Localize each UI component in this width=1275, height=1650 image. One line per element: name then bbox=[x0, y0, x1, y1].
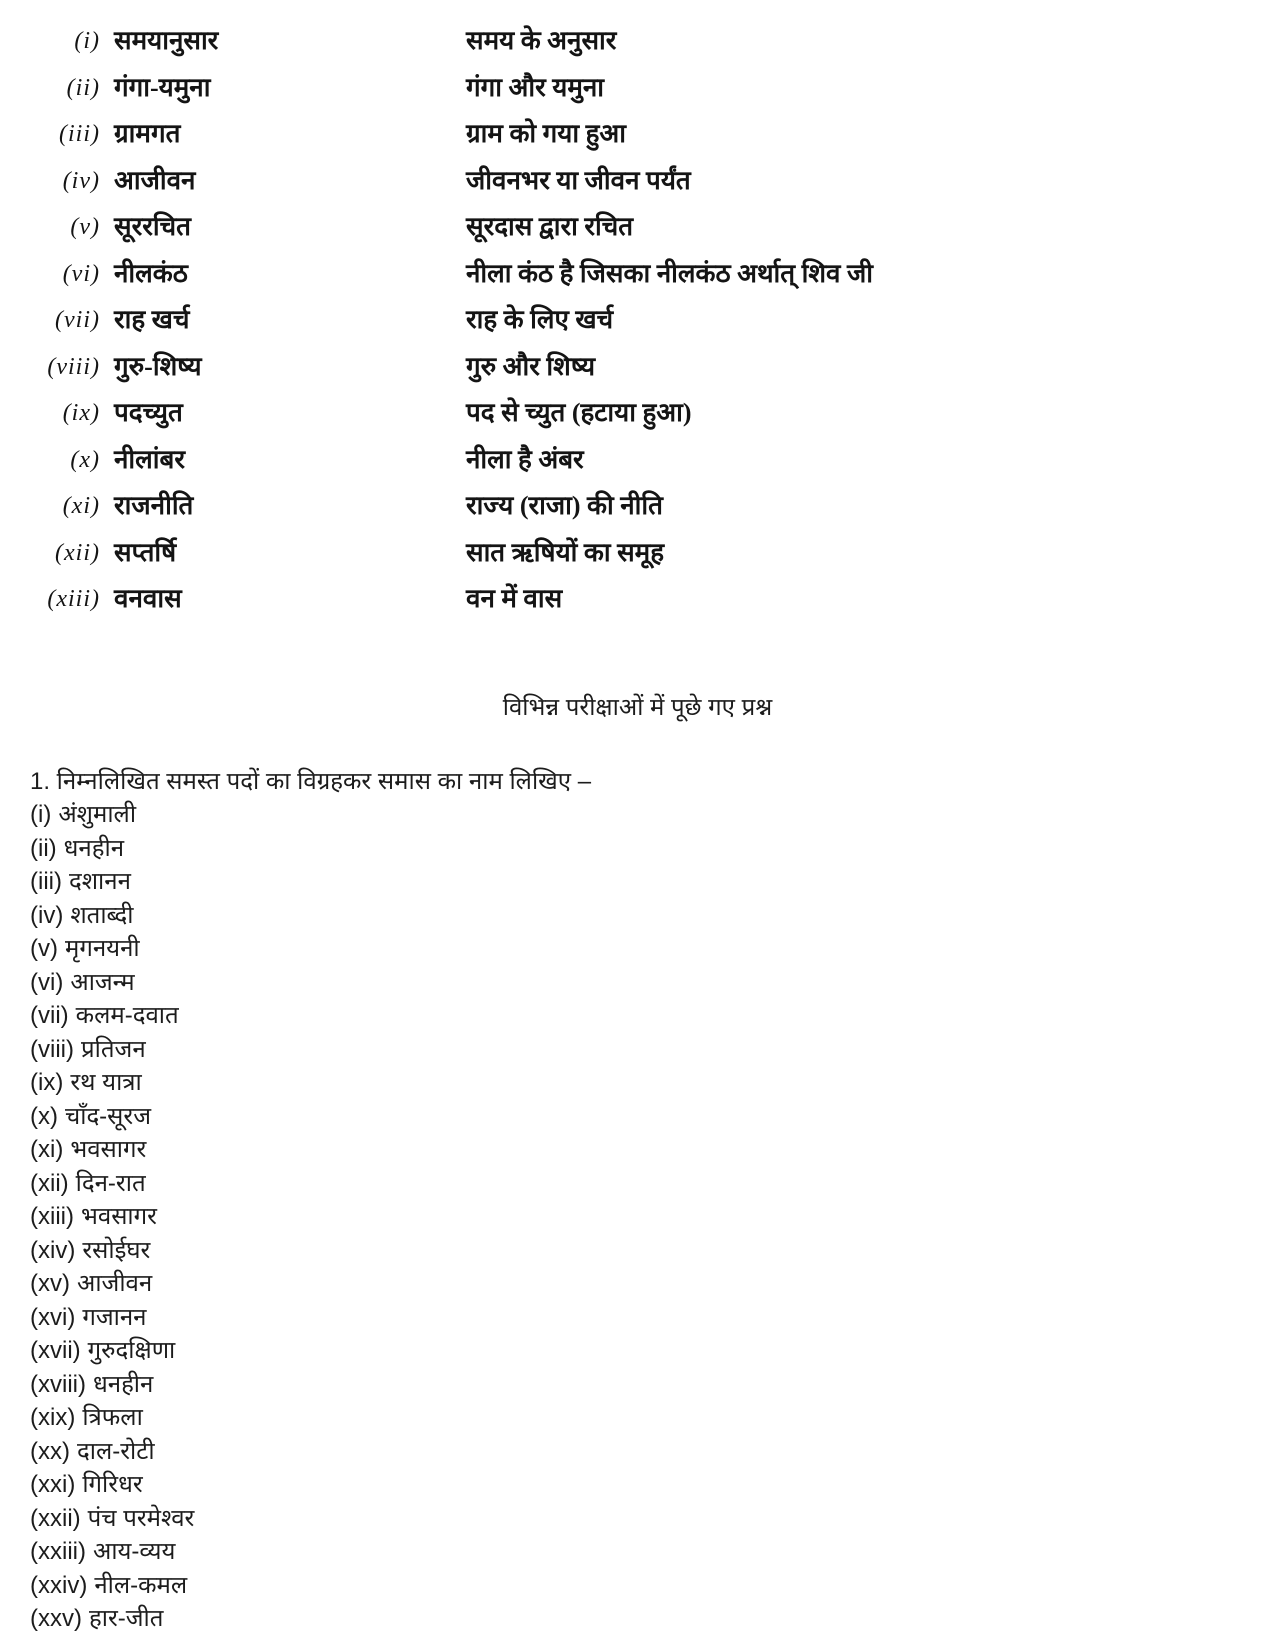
word-meaning: राह के लिए खर्च bbox=[466, 305, 614, 334]
row-numeral: (x) bbox=[70, 446, 100, 473]
compound-word: गंगा-यमुना bbox=[114, 72, 211, 102]
item-word: आजीवन bbox=[76, 1270, 153, 1297]
question-item bbox=[30, 1133, 1275, 1167]
word-meaning: वन में वास bbox=[466, 584, 563, 613]
question-item bbox=[30, 1401, 1275, 1435]
row-numeral: (xiii) bbox=[47, 586, 100, 612]
item-numeral: (xxiv) bbox=[30, 1571, 88, 1599]
compound-word: राजनीति bbox=[114, 491, 194, 520]
item-word: दिन-रात bbox=[75, 1169, 146, 1197]
section-heading: विभिन्न परीक्षाओं में पूछे गए प्रश्न bbox=[502, 693, 773, 721]
item-word: प्रतिजन bbox=[80, 1035, 146, 1063]
vigraha-row bbox=[0, 350, 1275, 397]
compound-word: समयानुसार bbox=[114, 26, 219, 55]
item-word: अंशुमाली bbox=[58, 801, 137, 828]
item-word: भवसागर bbox=[80, 1203, 157, 1230]
item-numeral: (xi) bbox=[30, 1136, 64, 1163]
vigraha-row bbox=[0, 210, 1275, 257]
question-item bbox=[30, 1033, 1275, 1067]
vigraha-row bbox=[0, 489, 1275, 536]
item-numeral: (viii) bbox=[30, 1035, 74, 1063]
question-items bbox=[30, 798, 1275, 1636]
compound-word: राह खर्च bbox=[114, 305, 190, 334]
question-item bbox=[30, 966, 1275, 1000]
compound-word: सप्तर्षि bbox=[114, 537, 177, 567]
vigraha-row bbox=[0, 536, 1275, 583]
item-word: दशानन bbox=[68, 868, 131, 895]
vigraha-row bbox=[0, 303, 1275, 350]
question-item bbox=[30, 932, 1275, 966]
item-word: गुरुदक्षिणा bbox=[87, 1337, 176, 1364]
question-item bbox=[30, 1267, 1275, 1301]
row-numeral: (iii) bbox=[59, 121, 100, 147]
question-item bbox=[30, 865, 1275, 899]
question-item bbox=[30, 1602, 1275, 1636]
item-word: रसोईघर bbox=[82, 1236, 151, 1264]
question-item bbox=[30, 1435, 1275, 1469]
question-item bbox=[30, 832, 1275, 866]
vigraha-row bbox=[0, 257, 1275, 304]
vigraha-row bbox=[0, 24, 1275, 71]
item-numeral: (xiv) bbox=[30, 1236, 76, 1264]
row-numeral: (xii) bbox=[55, 539, 100, 566]
row-numeral: (vi) bbox=[62, 260, 100, 287]
word-meaning: राज्य (राजा) की नीति bbox=[466, 491, 663, 520]
row-numeral: (ix) bbox=[62, 400, 100, 426]
question-item bbox=[30, 899, 1275, 933]
item-numeral: (iii) bbox=[30, 868, 62, 895]
item-numeral: (xviii) bbox=[30, 1370, 86, 1398]
question-item bbox=[30, 1200, 1275, 1234]
compound-word: आजीवन bbox=[114, 165, 196, 195]
item-numeral: (xii) bbox=[30, 1169, 69, 1197]
compound-word: ग्रामगत bbox=[114, 119, 181, 148]
compound-word: सूररचित bbox=[114, 212, 191, 241]
item-numeral: (v) bbox=[30, 935, 58, 962]
question-item bbox=[30, 798, 1275, 832]
item-word: शताब्दी bbox=[70, 901, 134, 929]
item-numeral: (xv) bbox=[30, 1270, 70, 1297]
item-word: गिरिधर bbox=[82, 1471, 143, 1498]
compound-word: नीलकंठ bbox=[114, 258, 188, 288]
question-block bbox=[30, 765, 1275, 1636]
question-item bbox=[30, 999, 1275, 1033]
word-meaning: जीवनभर या जीवन पर्यंत bbox=[466, 165, 691, 195]
question-item bbox=[30, 1502, 1275, 1536]
item-numeral: (xvi) bbox=[30, 1303, 76, 1331]
word-meaning: सात ऋषियों का समूह bbox=[466, 537, 665, 567]
item-numeral: (xx) bbox=[30, 1437, 70, 1465]
compound-word: नीलांबर bbox=[114, 444, 186, 474]
item-word: धनहीन bbox=[92, 1370, 154, 1398]
word-meaning: समय के अनुसार bbox=[466, 26, 617, 55]
word-meaning: सूरदास द्वारा रचित bbox=[466, 212, 634, 241]
question-item bbox=[30, 1535, 1275, 1569]
item-word: हार-जीत bbox=[88, 1605, 164, 1632]
question-item bbox=[30, 1167, 1275, 1201]
question-item bbox=[30, 1468, 1275, 1502]
question-item bbox=[30, 1569, 1275, 1603]
question-item bbox=[30, 1368, 1275, 1402]
question-item bbox=[30, 1100, 1275, 1134]
item-word: भवसागर bbox=[70, 1136, 147, 1163]
item-word: मृगनयनी bbox=[64, 935, 140, 962]
word-meaning: नीला है अंबर bbox=[466, 444, 584, 474]
item-numeral: (xxiii) bbox=[30, 1538, 86, 1565]
row-numeral: (vii) bbox=[55, 307, 100, 333]
row-numeral: (ii) bbox=[66, 74, 100, 101]
compound-word: पदच्युत bbox=[114, 398, 183, 427]
question-title: 1. निम्नलिखित समस्त पदों का विग्रहकर समास का नाम लिखिए – bbox=[30, 767, 592, 795]
row-numeral: (viii) bbox=[47, 353, 100, 380]
vigraha-row bbox=[0, 117, 1275, 164]
item-word: रथ यात्रा bbox=[70, 1069, 142, 1096]
item-word: त्रिफला bbox=[82, 1404, 143, 1431]
item-numeral: (xxv) bbox=[30, 1605, 82, 1632]
word-meaning: गुरु और शिष्य bbox=[466, 351, 596, 381]
vigraha-row bbox=[0, 396, 1275, 443]
item-numeral: (xxii) bbox=[30, 1504, 81, 1532]
vigraha-row bbox=[0, 164, 1275, 211]
vigraha-row bbox=[0, 443, 1275, 490]
question-item bbox=[30, 1066, 1275, 1100]
question-item bbox=[30, 1334, 1275, 1368]
word-meaning: पद से च्युत (हटाया हुआ) bbox=[466, 398, 692, 427]
item-numeral: (x) bbox=[30, 1102, 58, 1130]
item-word: गजानन bbox=[82, 1303, 147, 1331]
vigraha-row bbox=[0, 582, 1275, 629]
row-numeral: (v) bbox=[70, 214, 100, 240]
row-numeral: (xi) bbox=[62, 493, 100, 519]
item-word: धनहीन bbox=[63, 834, 125, 862]
question-item bbox=[30, 1234, 1275, 1268]
item-word: कलम-दवात bbox=[75, 1002, 179, 1029]
question-item bbox=[30, 1301, 1275, 1335]
item-word: आजन्म bbox=[70, 968, 135, 996]
item-numeral: (i) bbox=[30, 801, 52, 828]
item-numeral: (xxi) bbox=[30, 1471, 76, 1498]
word-meaning: ग्राम को गया हुआ bbox=[466, 119, 626, 148]
compound-word: गुरु-शिष्य bbox=[114, 351, 202, 381]
vigraha-row bbox=[0, 71, 1275, 118]
word-meaning: नीला कंठ है जिसका नीलकंठ अर्थात् शिव जी bbox=[466, 258, 874, 288]
item-numeral: (xiii) bbox=[30, 1203, 74, 1230]
item-word: पंच परमेश्वर bbox=[87, 1504, 195, 1532]
item-word: नील-कमल bbox=[94, 1571, 188, 1599]
item-word: दाल-रोटी bbox=[76, 1437, 155, 1465]
word-meaning: गंगा और यमुना bbox=[466, 72, 605, 102]
compound-word: वनवास bbox=[114, 584, 182, 613]
row-numeral: (i) bbox=[74, 28, 100, 54]
item-numeral: (xvii) bbox=[30, 1337, 81, 1364]
item-numeral: (iv) bbox=[30, 901, 64, 929]
row-numeral: (iv) bbox=[62, 167, 100, 194]
item-numeral: (xix) bbox=[30, 1404, 76, 1431]
item-numeral: (vii) bbox=[30, 1002, 69, 1029]
item-numeral: (ii) bbox=[30, 834, 57, 862]
item-numeral: (vi) bbox=[30, 968, 64, 996]
vigraha-list bbox=[0, 0, 1275, 629]
item-word: आय-व्यय bbox=[92, 1538, 176, 1565]
item-numeral: (ix) bbox=[30, 1069, 64, 1096]
item-word: चाँद-सूरज bbox=[64, 1102, 152, 1130]
